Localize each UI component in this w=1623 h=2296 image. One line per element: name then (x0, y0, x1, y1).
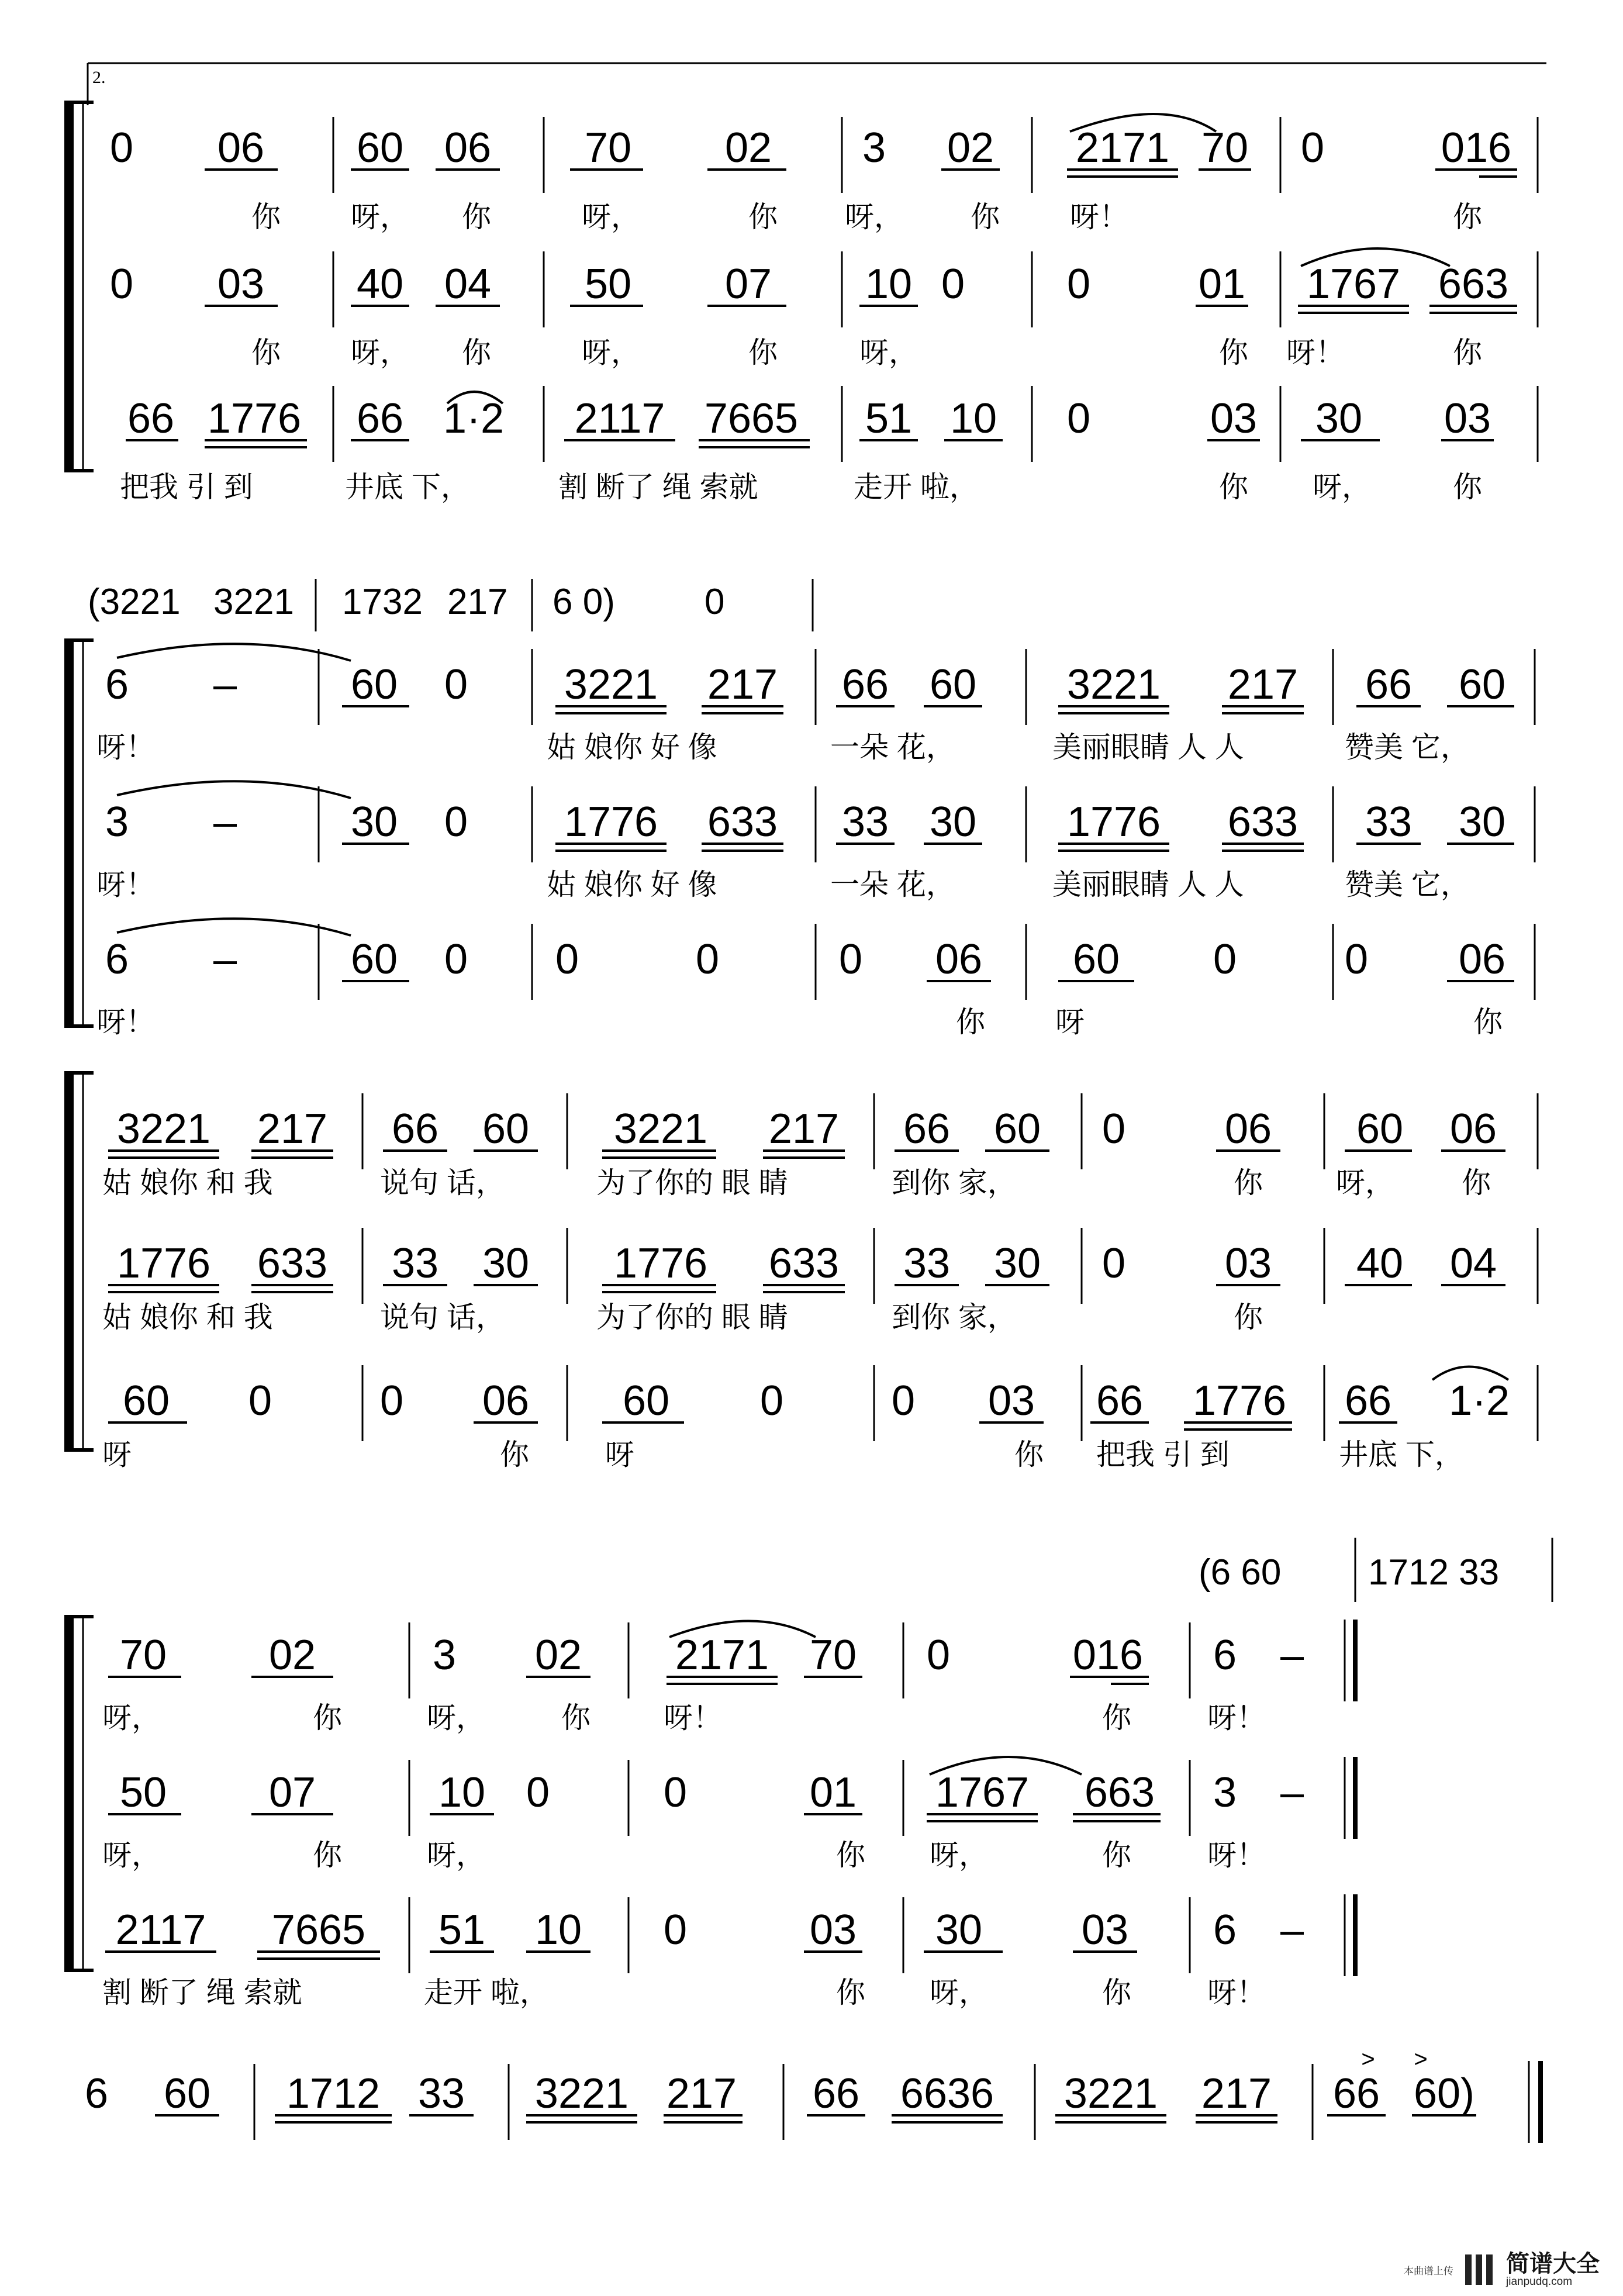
lyric: 你 (500, 1438, 529, 1471)
note: 0 (1066, 395, 1091, 442)
lyric: 呀， (102, 1839, 161, 1872)
system-2 (64, 640, 1535, 1038)
lyric: 你 (462, 336, 491, 369)
lyric: 你 (1234, 1166, 1263, 1199)
note: 30 (482, 1240, 530, 1287)
note: 6636 (900, 2070, 994, 2117)
lyric: 把我 引 到 (120, 471, 253, 503)
note: 70 (809, 1632, 857, 1679)
note: 6 (1213, 1632, 1237, 1679)
note: 03 (1210, 395, 1258, 442)
note: 33 (391, 1240, 439, 1287)
note: 30 (993, 1240, 1041, 1287)
lyric: 姑 娘你 好 像 (547, 731, 717, 764)
note: 04 (444, 261, 492, 308)
note: 0 (379, 1377, 404, 1424)
lyric: 你 (1234, 1301, 1263, 1334)
lyric: 呀！ (1070, 201, 1128, 233)
note: 0 (891, 1377, 916, 1424)
lyrics (96, 1006, 1503, 1038)
staff (110, 248, 1538, 327)
lyric: 呀， (427, 1839, 485, 1872)
note: 66 (127, 395, 175, 442)
lyric: 井底 下， (1339, 1438, 1464, 1471)
note: 0 (1300, 125, 1325, 171)
note: 3221 (116, 1106, 211, 1152)
note: 663 (1438, 261, 1509, 308)
note: – (1280, 1769, 1304, 1816)
lyric: 呀， (845, 201, 903, 233)
lyric: 美丽眼睛 人 人 (1052, 868, 1244, 901)
lyric: 呀， (351, 201, 409, 233)
staff (105, 781, 1535, 862)
note: 6 (105, 661, 129, 708)
note: 1712 (286, 2070, 381, 2117)
note: 51 (865, 395, 913, 442)
note: 0 (926, 1632, 951, 1679)
note: 40 (356, 261, 404, 308)
note: 016 (1441, 125, 1512, 171)
lyric: 你 (313, 1839, 342, 1872)
note: 60 (122, 1377, 170, 1424)
lyric: 你 (1102, 1839, 1131, 1872)
note: 217 (707, 661, 778, 708)
volta-bracket (88, 63, 1546, 105)
note: 30 (929, 799, 977, 845)
staff (108, 1365, 1538, 1441)
lyric: 呀， (351, 336, 409, 369)
note: 6 (105, 936, 129, 983)
tie (117, 644, 351, 661)
system-brace (64, 1617, 94, 1970)
note: 60 (1072, 936, 1120, 983)
lyric: 为了你的 眼 睛 (596, 1166, 788, 1199)
note: 66 (1096, 1377, 1144, 1424)
note: (6 60 (1199, 1552, 1282, 1593)
system-brace (64, 102, 94, 471)
note: 1776 (116, 1240, 211, 1287)
note: – (1280, 1907, 1304, 1953)
note: 1776 (1192, 1377, 1287, 1424)
note: 0 (838, 936, 863, 983)
note: 0 (109, 261, 134, 308)
note: 0 (1101, 1106, 1126, 1152)
note: 6 0) (552, 582, 615, 622)
lyric: 割 断了 绳 索就 (558, 471, 758, 503)
note: 1712 33 (1368, 1552, 1500, 1593)
note: 1776 (1066, 799, 1161, 845)
lyric: 姑 娘你 和 我 (102, 1166, 273, 1199)
note: 03 (1081, 1907, 1129, 1953)
lyrics (102, 1166, 1491, 1199)
note: 217 (1201, 2070, 1272, 2117)
lyric: 说句 话， (380, 1166, 505, 1199)
lyric: 呀！ (1286, 336, 1345, 369)
lyric: 你 (956, 1006, 985, 1038)
note: 02 (724, 125, 772, 171)
lyric: 井底 下， (345, 471, 470, 503)
note: 10 (949, 395, 997, 442)
note: 0 (663, 1907, 688, 1953)
note: 70 (584, 125, 632, 171)
lyric: 你 (1219, 471, 1248, 503)
note: 0 (1213, 936, 1237, 983)
note: 217 (447, 582, 508, 622)
brand-text (1506, 2252, 1600, 2288)
note: 3221 (213, 582, 294, 622)
piano-keys-icon (1465, 2254, 1498, 2285)
lyric: 到你 家， (892, 1301, 1017, 1334)
lyric: 呀， (582, 201, 640, 233)
lyric: 呀， (859, 336, 918, 369)
note: 3221 (1066, 661, 1161, 708)
note: 6 (1213, 1907, 1237, 1953)
note: 0 (444, 936, 468, 983)
accent-mark: > (1361, 2046, 1375, 2072)
lyric: 呀！ (96, 731, 155, 764)
note: – (213, 661, 237, 708)
note: 66 (841, 661, 889, 708)
lyric: 到你 家， (892, 1166, 1017, 1199)
lyric: 呀， (930, 1976, 988, 2009)
lyric: 你 (1453, 201, 1482, 233)
note: 0 (941, 261, 965, 308)
note: 33 (1365, 799, 1413, 845)
note: 3221 (564, 661, 658, 708)
lyric: 你 (462, 201, 491, 233)
footer-brand (1404, 2249, 1600, 2290)
lyrics (120, 471, 1483, 503)
note: 60 (350, 936, 398, 983)
note: 66 (391, 1106, 439, 1152)
lyric: 你 (1462, 1166, 1491, 1199)
staff (105, 1894, 1355, 1976)
note: 66 (1365, 661, 1413, 708)
note: 3 (105, 799, 129, 845)
note: 50 (584, 261, 632, 308)
note: 10 (865, 261, 913, 308)
note: 30 (935, 1907, 983, 1953)
note: 6 (84, 2070, 109, 2117)
note: 1776 (613, 1240, 708, 1287)
note: 06 (935, 936, 983, 983)
note: 66 (903, 1106, 951, 1152)
lyric: 呀 (1055, 1006, 1085, 1038)
note: – (1280, 1632, 1304, 1679)
volta-label: 2. (92, 68, 106, 87)
lyric: 美丽眼睛 人 人 (1052, 731, 1244, 764)
lyric: 呀， (1313, 471, 1371, 503)
note: 0 (444, 661, 468, 708)
note: 633 (1227, 799, 1299, 845)
note: 66 (812, 2070, 860, 2117)
note: 7665 (271, 1907, 366, 1953)
staff (108, 1228, 1538, 1304)
note: 217 (768, 1106, 840, 1152)
note: 633 (768, 1240, 840, 1287)
lyric: 说句 话， (380, 1301, 505, 1334)
lyric: 你 (1102, 1701, 1131, 1734)
system-4 (64, 1617, 1355, 2009)
lyric: 你 (251, 336, 281, 369)
note: 3 (862, 125, 886, 171)
note: 1·2 (1448, 1377, 1510, 1424)
note: 06 (217, 125, 265, 171)
lyric: 你 (251, 201, 281, 233)
note: 02 (268, 1632, 316, 1679)
lyric: 走开 啦， (424, 1976, 549, 2009)
staff (105, 919, 1535, 1000)
note: 0 (109, 125, 134, 171)
lyrics (102, 1701, 1266, 1734)
system-brace (64, 640, 94, 1026)
lyric: 呀， (582, 336, 640, 369)
note: 60 (929, 661, 977, 708)
lyric: 你 (1473, 1006, 1503, 1038)
lyrics (102, 1301, 1263, 1334)
note: 217 (666, 2070, 737, 2117)
lyric: 呀！ (1207, 1701, 1266, 1734)
note: 06 (1458, 936, 1506, 983)
note: 0 (444, 799, 468, 845)
note: 1776 (207, 395, 302, 442)
note: 60 (622, 1377, 670, 1424)
note: 3 (1213, 1769, 1237, 1816)
lyric: 呀！ (1207, 1839, 1266, 1872)
note: 0 (705, 582, 725, 622)
note: 70 (1201, 125, 1249, 171)
lyric: 你 (561, 1701, 591, 1734)
note: 2117 (115, 1907, 206, 1953)
lyric: 割 断了 绳 索就 (102, 1976, 302, 2009)
lyric: 呀！ (96, 1006, 155, 1038)
note: 03 (1444, 395, 1491, 442)
note: 1776 (564, 799, 658, 845)
note: 30 (350, 799, 398, 845)
note: 2117 (574, 395, 665, 442)
tie (117, 919, 351, 935)
lyric: 为了你的 眼 睛 (596, 1301, 788, 1334)
note: 3 (432, 1632, 457, 1679)
note: 0 (695, 936, 720, 983)
lyric: 走开 啦， (854, 471, 979, 503)
note: 3221 (534, 2070, 629, 2117)
note: 3221 (613, 1106, 708, 1152)
note: 03 (809, 1907, 857, 1953)
note: 50 (119, 1769, 167, 1816)
note: 2171 (675, 1632, 769, 1679)
lyrics (102, 1839, 1266, 1872)
note: 0 (1101, 1240, 1126, 1287)
lyric: 呀， (102, 1701, 161, 1734)
lyric: 姑 娘你 好 像 (547, 868, 717, 901)
note: 60) (1413, 2070, 1475, 2117)
lyric: 姑 娘你 和 我 (102, 1301, 273, 1334)
lyric: 呀， (930, 1839, 988, 1872)
note: 0 (248, 1377, 272, 1424)
lyric: 呀！ (96, 868, 155, 901)
upload-note: 本曲谱上传 (1404, 2265, 1453, 2277)
lyric: 呀， (1336, 1166, 1394, 1199)
lyric: 把我 引 到 (1096, 1438, 1230, 1471)
staff (108, 1093, 1538, 1169)
note: 0 (1344, 936, 1369, 983)
note: 3221 (1063, 2070, 1158, 2117)
note: 60 (482, 1106, 530, 1152)
coda-line (85, 2046, 1541, 2143)
note: 02 (534, 1632, 582, 1679)
system-3 (64, 1073, 1538, 1471)
lyric: 你 (1219, 336, 1248, 369)
note: 1·2 (443, 395, 505, 442)
note: 0 (1066, 261, 1091, 308)
note: 33 (841, 799, 889, 845)
note: 0 (555, 936, 579, 983)
lyric: 你 (1102, 1976, 1131, 2009)
note: 03 (1224, 1240, 1272, 1287)
lyric: 一朵 花， (830, 731, 955, 764)
note: 217 (1227, 661, 1299, 708)
note: 66 (1344, 1377, 1392, 1424)
note: 70 (119, 1632, 167, 1679)
note: 1767 (1306, 261, 1401, 308)
lyric: 一朵 花， (830, 868, 955, 901)
note: 06 (1224, 1106, 1272, 1152)
staff (108, 1757, 1355, 1839)
lyric: 你 (836, 1839, 865, 1872)
lyric: 你 (1453, 471, 1482, 503)
note: 633 (257, 1240, 328, 1287)
system-brace (64, 1073, 94, 1450)
staff (108, 1620, 1355, 1701)
lyric: 呀 (102, 1438, 132, 1471)
note: 01 (809, 1769, 857, 1816)
note: 40 (1356, 1240, 1404, 1287)
note: 217 (257, 1106, 328, 1152)
note: 30 (1315, 395, 1363, 442)
note: 10 (534, 1907, 582, 1953)
note: 06 (482, 1377, 530, 1424)
lyric: 你 (1453, 336, 1482, 369)
lyric: 呀， (427, 1701, 485, 1734)
note: 07 (724, 261, 772, 308)
note: 01 (1198, 261, 1246, 308)
note: 10 (438, 1769, 486, 1816)
note: 03 (217, 261, 265, 308)
note: 07 (268, 1769, 316, 1816)
note: 02 (947, 125, 994, 171)
lyrics (102, 1438, 1464, 1471)
intro-line (1199, 1538, 1552, 1602)
note: 1767 (935, 1769, 1030, 1816)
lyric: 呀 (605, 1438, 634, 1471)
note: 7665 (704, 395, 799, 442)
lyrics (96, 868, 1470, 901)
lyrics (251, 201, 1483, 233)
brand-name: 简谱大全 (1506, 2251, 1600, 2277)
note: 66 (1332, 2070, 1380, 2117)
note: 03 (987, 1377, 1035, 1424)
note: 016 (1072, 1632, 1144, 1679)
note: 33 (903, 1240, 951, 1287)
note: 06 (1449, 1106, 1497, 1152)
lyric: 你 (836, 1976, 865, 2009)
note: 60 (163, 2070, 211, 2117)
note: 60 (993, 1106, 1041, 1152)
note: 04 (1449, 1240, 1497, 1287)
lyric: 呀！ (664, 1701, 722, 1734)
note: 66 (356, 395, 404, 442)
lyric: 你 (971, 201, 1000, 233)
intro-line (88, 579, 813, 631)
note: 60 (1356, 1106, 1404, 1152)
lyric: 赞美 它， (1345, 868, 1470, 901)
note: – (213, 799, 237, 845)
staff (126, 386, 1538, 462)
note: 06 (444, 125, 492, 171)
lyric: 你 (748, 336, 778, 369)
note: 33 (417, 2070, 465, 2117)
lyrics (102, 1976, 1266, 2009)
tie (117, 781, 351, 798)
note: (3221 (88, 582, 181, 622)
note: 30 (1458, 799, 1506, 845)
accent-mark: > (1414, 2046, 1428, 2072)
brand-url: jianpudq.com (1506, 2276, 1573, 2288)
note: 1732 (342, 582, 423, 622)
note: 2171 (1075, 125, 1170, 171)
note: 51 (438, 1907, 486, 1953)
lyric: 你 (748, 201, 778, 233)
note: 663 (1084, 1769, 1155, 1816)
lyric: 你 (1014, 1438, 1044, 1471)
staff (105, 644, 1535, 725)
lyrics (96, 731, 1470, 764)
note: – (213, 936, 237, 983)
note: 60 (356, 125, 404, 171)
note: 60 (1458, 661, 1506, 708)
system-1 (64, 102, 1538, 503)
note: 0 (663, 1769, 688, 1816)
note: 60 (350, 661, 398, 708)
lyrics (251, 336, 1483, 369)
note: 0 (526, 1769, 550, 1816)
note: 0 (759, 1377, 784, 1424)
lyric: 赞美 它， (1345, 731, 1470, 764)
lyric: 呀！ (1207, 1976, 1266, 2009)
note: 633 (707, 799, 778, 845)
staff (110, 114, 1538, 193)
lyric: 你 (313, 1701, 342, 1734)
